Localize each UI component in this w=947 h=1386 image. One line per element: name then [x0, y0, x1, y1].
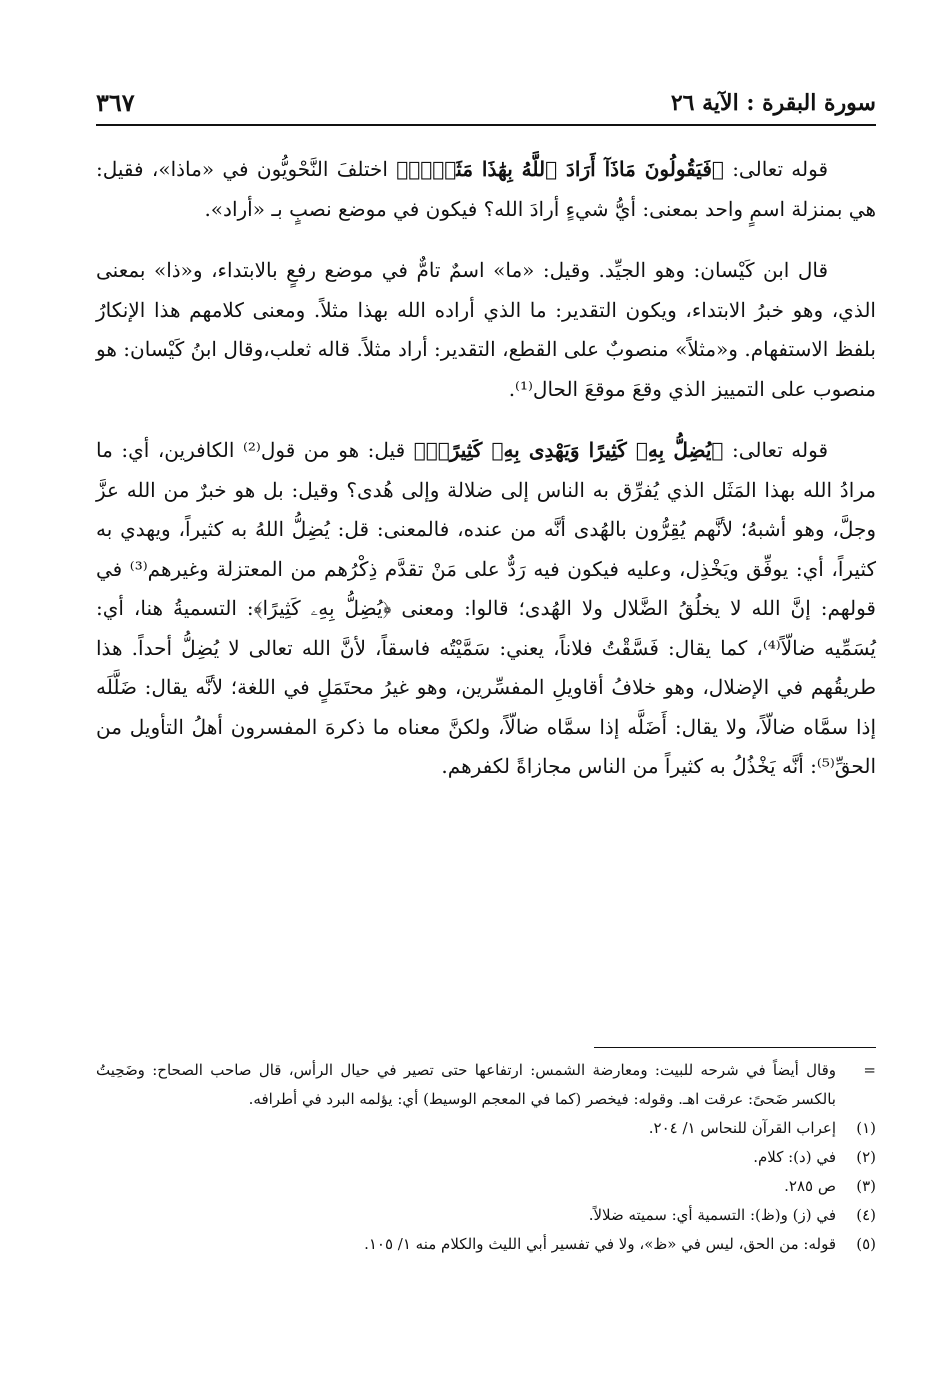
paragraph-intro: قوله تعالى: — [723, 157, 829, 181]
page-header — [96, 84, 876, 124]
footnotes — [96, 1056, 876, 1259]
footnote — [96, 1114, 876, 1143]
paragraph-intro: قوله تعالى: — [723, 438, 829, 462]
footnote-rule — [594, 1047, 876, 1048]
footnote-marker: (٣) — [856, 1177, 876, 1195]
quran-verse: ﴿يُضِلُّ بِهِۦ كَثِيرًا وَيَهْدِى بِهِۦ كَثِيرًاۚ﴾ — [413, 438, 724, 462]
footnote-text: ص ٢٨٥. — [784, 1177, 836, 1195]
footnote — [96, 1230, 876, 1259]
running-title: سورة البقرة : الآية ٢٦ — [670, 90, 876, 116]
paragraph — [96, 431, 876, 787]
footnote-text: وقال أيضاً في شرحه للبيت: ومعارضة الشمس: ارتفاعها حتى تصير في حيال الرأس، قال صاحب الصحاح: وضَحِيتُ بالكسر ضَحىً: عرقت اهـ. وقوله: فيخصر (كما في المعجم الوسيط) أي: يؤلمه البرد في أطرافه. — [96, 1061, 836, 1108]
footnote-text: إعراب القرآن للنحاس ١/ ٢٠٤. — [648, 1119, 836, 1137]
footnote-marker: (١) — [856, 1119, 876, 1137]
quran-verse: ﴿فَيَقُولُونَ مَاذَآ أَرَادَ ٱللَّهُ بِهَٰذَا مَثَلًاۘ﴾ — [396, 157, 724, 181]
paragraph: قال ابن كَيْسان: وهو الجيِّد. وقيل: «ما» اسمٌ تامٌّ في موضع رفعٍ بالابتداء، و«ذا» بمعنى الذي، وهو خبرُ الابتداء، ويكون التقدير: ما الذي أراده الله بهذا مثلاً. ومعنى كلامهم هذا الإنكارُ بلفظ الاستفهام. و«مثلاً» منصوبٌ على القطع، التقدير: أراد مثلاً. قاله ثعلب،وقال ابنُ كَيْسان: هو منصوب على التمييز الذي وقعَ موقعَ الحال⁽¹⁾. — [96, 258, 876, 401]
footnote — [96, 1201, 876, 1230]
footnote-text: في (د): كلام. — [753, 1148, 836, 1166]
footnote-marker: = — [863, 1061, 876, 1079]
main-text — [96, 150, 876, 809]
footnote — [96, 1056, 876, 1114]
paragraph-text: اختلفَ النَّحْويُّون في «ماذا»، فقيل: هي بمنزلة اسمٍ واحد بمعنى: أيُّ شيءٍ أرادَ الله؟ فيكون في موضع نصبٍ بـ «أراد». — [96, 157, 876, 221]
footnote — [96, 1143, 876, 1172]
footnote-marker: (٢) — [856, 1148, 876, 1166]
paragraph — [96, 150, 876, 229]
footnote — [96, 1172, 876, 1201]
header-rule — [96, 124, 876, 126]
paragraph-text: قيل: هو من قول⁽²⁾ الكافرين، أي: ما مرادُ الله بهذا المَثَل الذي يُفرِّق به الناس إلى ضلالة وإلى هُدى؟ وقيل: بل هو خبرٌ من الله عزَّ وجلَّ، وهو أشبهُ؛ لأنَّهم يُقِرُّون بالهُدى أنَّه من عنده، فالمعنى: قل: يُضِلُّ اللهُ به كثيراً، ويهدي به كثيراً، أي: يوفِّق ويَخْذِل، وعليه فيكون فيه رَدٌّ على مَنْ تقدَّم ذِكْرُهم من المعتزلة وغيرهم⁽³⁾ في قولهم: إنَّ الله لا يخلُقُ الضَّلال ولا الهُدى؛ قالوا: ومعنى ﴿يُضِلُّ بِهِۦ كَثِيرًا﴾: التسميةُ هنا، أي: يُسَمِّيه ضالّاً⁽⁴⁾، كما يقال: فَسَّقْتُ فلاناً، يعني: سَمَّيْتُه فاسقاً، لأنَّ الله تعالى لا يُضِلُّ أحداً. هذا طريقُهم في الإضلال، وهو خلافُ أقاويلِ المفسِّرين، وهو غيرُ محتَمَلٍ في اللغة؛ لأنَّه يقال: ضَلَّلَه إذا سمَّاه ضالّاً، ولا يقال: أَضَلَّه إذا سمَّاه ضالّاً، ولكنَّ معناه ما ذكرهَ المفسرون أهلُ التأويل من الحقِّ⁽⁵⁾: أنَّه يَخْذُلُ به كثيراً من الناس مجازاةً لكفرهم. — [96, 438, 876, 778]
footnote-marker: (٥) — [856, 1235, 876, 1253]
page-number: ٣٦٧ — [96, 88, 135, 117]
footnote-text: في (ز) و(ظ): التسمية أي: سميته ضلالاً. — [588, 1206, 836, 1224]
footnote-marker: (٤) — [856, 1206, 876, 1224]
footnote-text: قوله: من الحق، ليس في «ظ»، ولا في تفسير أبي الليث والكلام منه ١/ ١٠٥. — [364, 1235, 836, 1253]
